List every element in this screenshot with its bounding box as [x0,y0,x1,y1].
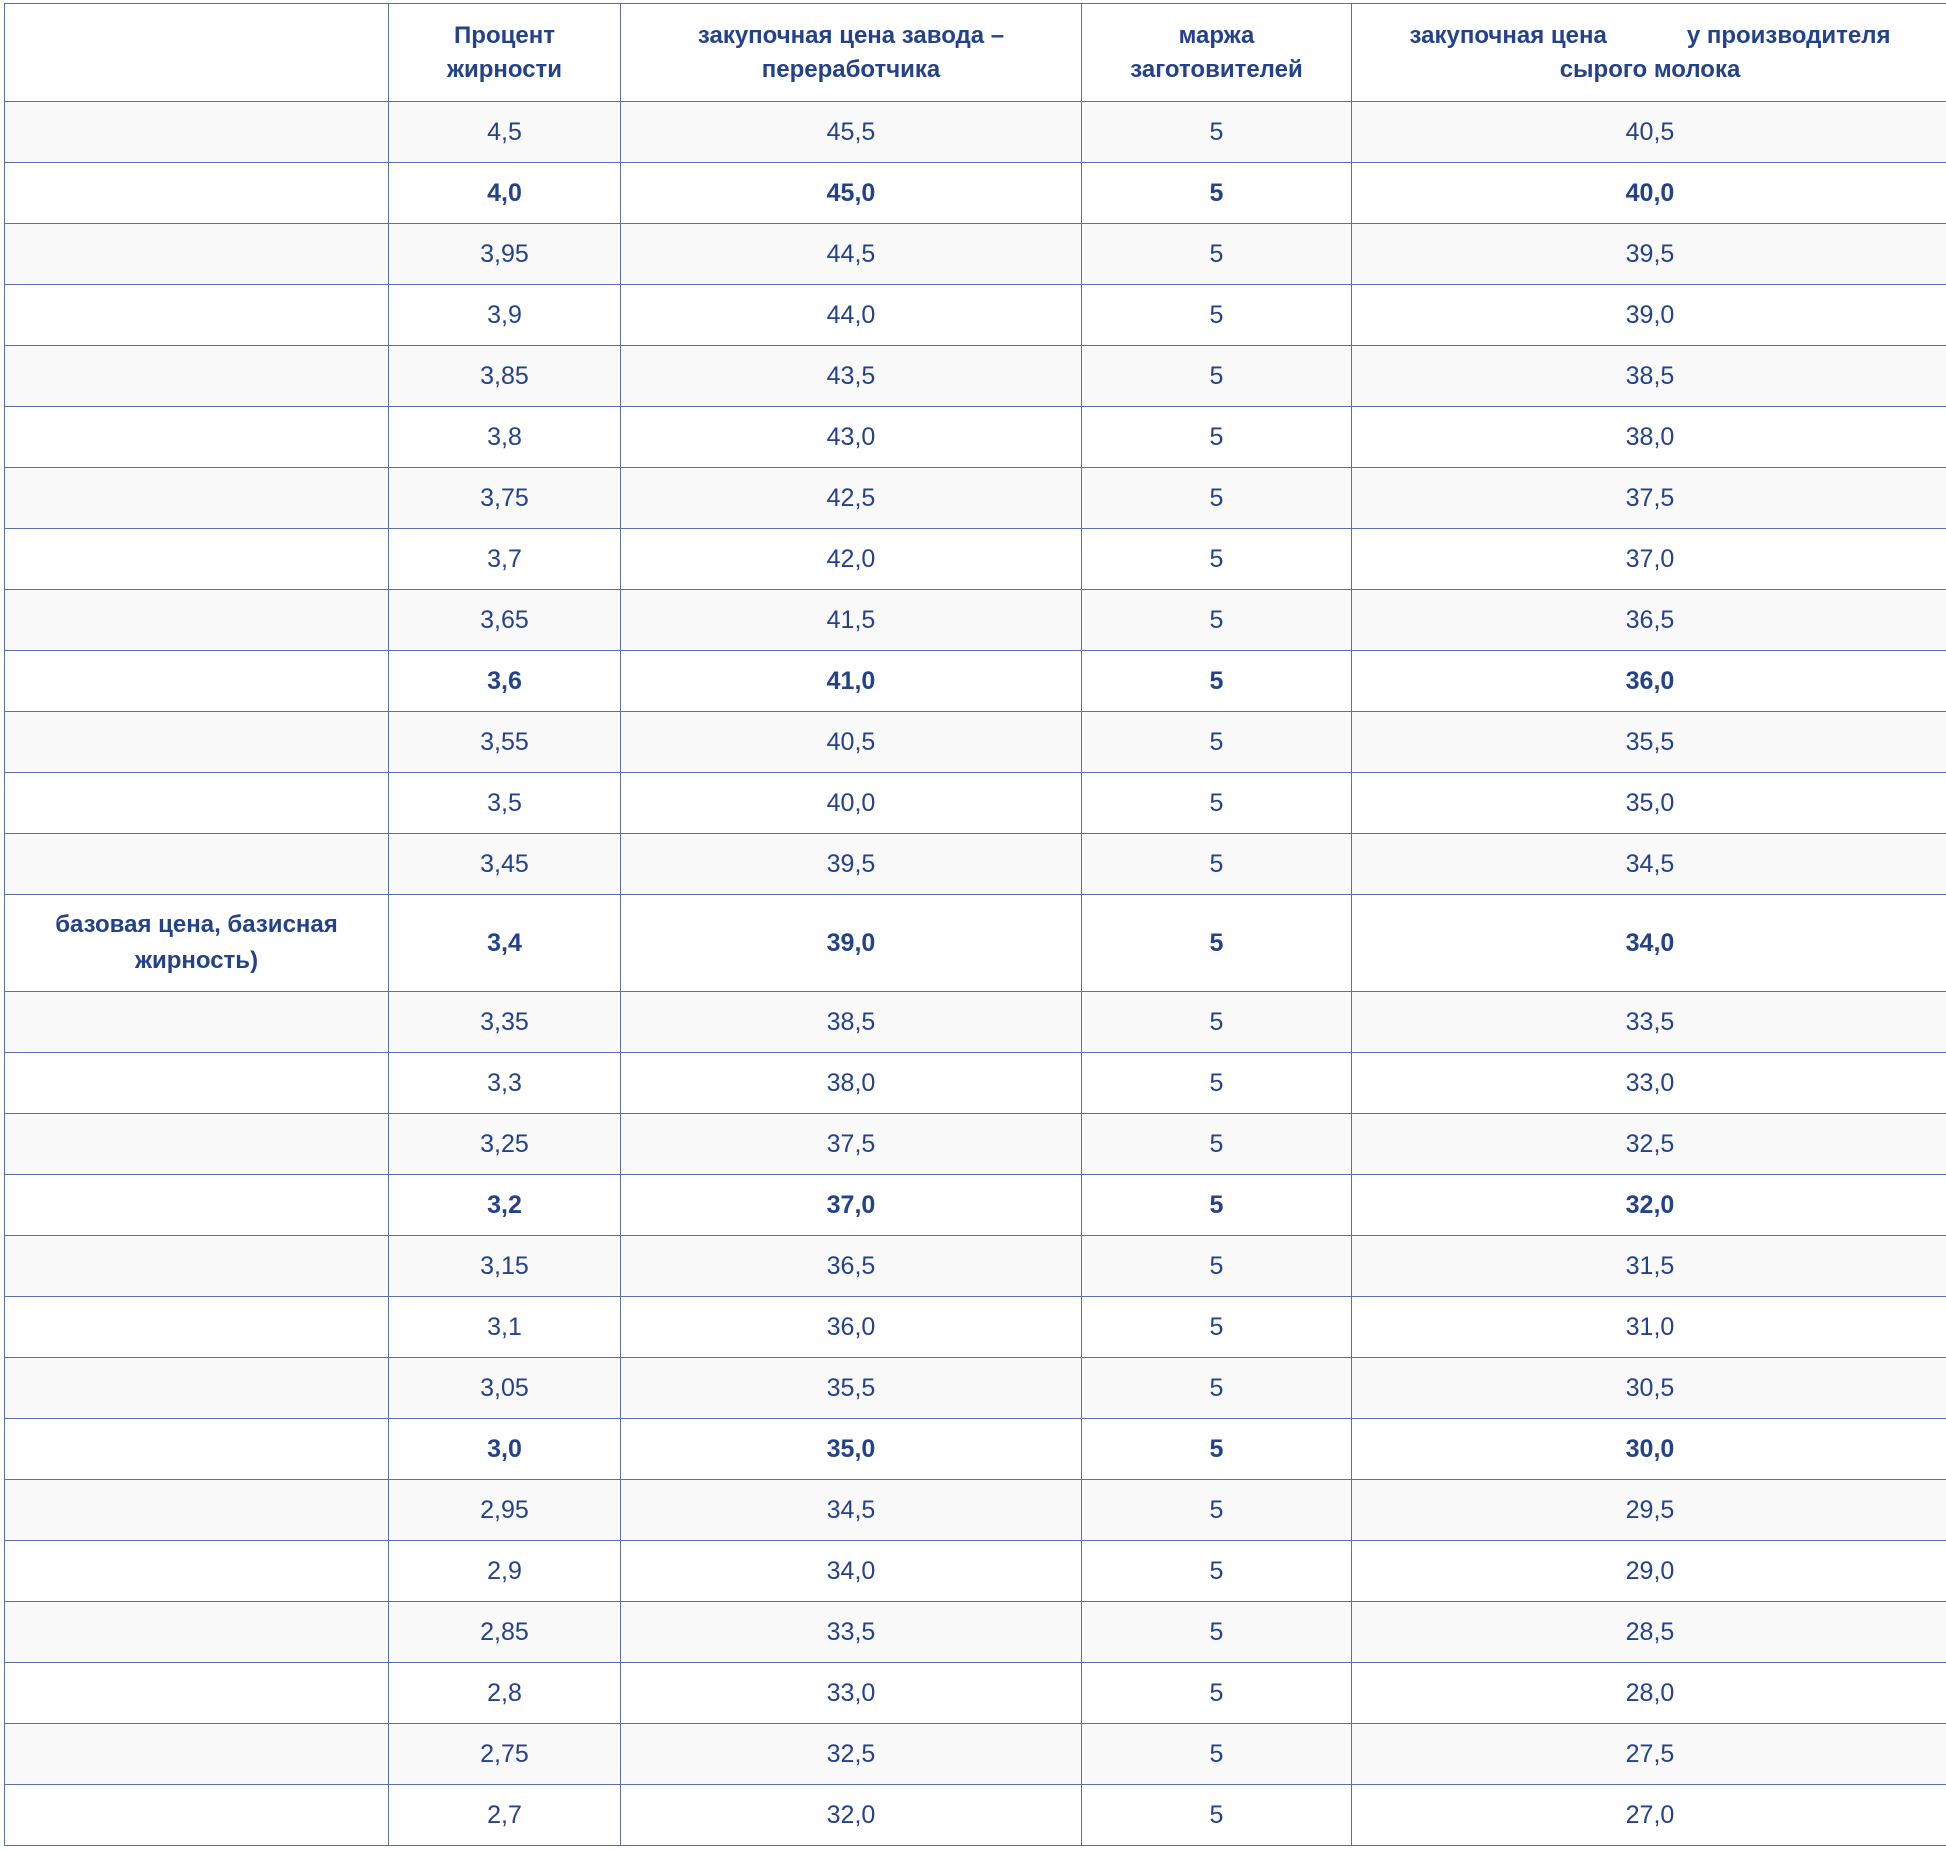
fat-percent-cell: 3,35 [389,992,621,1053]
plant-price-cell: 36,5 [621,1236,1082,1297]
plant-price-cell: 36,0 [621,1297,1082,1358]
row-label [5,895,389,992]
table-row [5,1114,1946,1175]
fat-percent-cell: 3,3 [389,1053,621,1114]
table-row [5,773,1946,834]
row-label [5,773,389,834]
producer-price-cell: 34,5 [1352,834,1946,895]
margin-cell: 5 [1082,224,1352,285]
plant-price-cell: 45,0 [621,163,1082,224]
plant-price-cell: 39,0 [621,895,1082,992]
margin-cell: 5 [1082,1236,1352,1297]
fat-percent-cell: 2,9 [389,1541,621,1602]
row-label [5,651,389,712]
row-label [5,468,389,529]
table-row [5,1785,1946,1846]
row-label [5,590,389,651]
table-row [5,163,1946,224]
margin-cell: 5 [1082,1419,1352,1480]
plant-price-cell: 38,0 [621,1053,1082,1114]
margin-cell: 5 [1082,1663,1352,1724]
table-row [5,1724,1946,1785]
margin-cell: 5 [1082,1602,1352,1663]
margin-cell: 5 [1082,992,1352,1053]
producer-price-cell: 38,0 [1352,407,1946,468]
table-row [5,346,1946,407]
table-row [5,1541,1946,1602]
fat-percent-cell: 3,75 [389,468,621,529]
plant-price-cell: 32,5 [621,1724,1082,1785]
producer-price-cell: 27,5 [1352,1724,1946,1785]
producer-price-cell: 33,0 [1352,1053,1946,1114]
plant-price-cell: 34,5 [621,1480,1082,1541]
table-row [5,1602,1946,1663]
plant-price-cell: 41,5 [621,590,1082,651]
row-label [5,1114,389,1175]
row-label [5,1175,389,1236]
fat-percent-cell: 2,95 [389,1480,621,1541]
fat-percent-cell: 3,55 [389,712,621,773]
producer-price-cell: 29,5 [1352,1480,1946,1541]
fat-percent-cell: 2,75 [389,1724,621,1785]
fat-percent-cell: 3,05 [389,1358,621,1419]
plant-price-cell: 42,5 [621,468,1082,529]
producer-price-cell: 28,0 [1352,1663,1946,1724]
fat-percent-cell: 3,4 [389,895,621,992]
fat-percent-cell: 2,85 [389,1602,621,1663]
margin-cell: 5 [1082,529,1352,590]
fat-percent-cell: 3,15 [389,1236,621,1297]
producer-price-cell: 40,5 [1352,102,1946,163]
row-label [5,1358,389,1419]
plant-price-cell: 44,0 [621,285,1082,346]
header-row [5,4,1946,102]
producer-price-cell: 30,5 [1352,1358,1946,1419]
row-label-line: жирность) [134,947,259,974]
plant-price-cell: 44,5 [621,224,1082,285]
plant-price-cell: 38,5 [621,992,1082,1053]
producer-price-cell: 36,5 [1352,590,1946,651]
producer-price-cell: 36,0 [1352,651,1946,712]
producer-price-cell: 31,5 [1352,1236,1946,1297]
row-label-line: базовая цена, базисная [55,911,338,938]
plant-price-cell: 42,0 [621,529,1082,590]
row-label [5,1663,389,1724]
header-plant-price-line: переработчика [761,55,941,83]
table-row [5,895,1946,992]
table-row [5,407,1946,468]
table-row [5,1480,1946,1541]
row-label [5,1236,389,1297]
plant-price-cell: 40,0 [621,773,1082,834]
producer-price-cell: 34,0 [1352,895,1946,992]
row-label [5,407,389,468]
plant-price-cell: 33,0 [621,1663,1082,1724]
header-plant-price [621,4,1082,102]
table-row [5,712,1946,773]
fat-percent-cell: 3,45 [389,834,621,895]
margin-cell: 5 [1082,1724,1352,1785]
row-label [5,1480,389,1541]
table-row [5,1419,1946,1480]
margin-cell: 5 [1082,1785,1352,1846]
plant-price-cell: 32,0 [621,1785,1082,1846]
margin-cell: 5 [1082,895,1352,992]
row-label [5,712,389,773]
producer-price-cell: 27,0 [1352,1785,1946,1846]
fat-percent-cell: 3,9 [389,285,621,346]
table-row [5,224,1946,285]
table-row [5,468,1946,529]
row-label [5,1541,389,1602]
fat-percent-cell: 3,8 [389,407,621,468]
plant-price-cell: 35,5 [621,1358,1082,1419]
row-label [5,163,389,224]
table-row [5,102,1946,163]
margin-cell: 5 [1082,590,1352,651]
producer-price-cell: 32,5 [1352,1114,1946,1175]
margin-cell: 5 [1082,834,1352,895]
fat-percent-cell: 4,0 [389,163,621,224]
header-producer-price [1352,4,1946,102]
row-label [5,1297,389,1358]
margin-cell: 5 [1082,1358,1352,1419]
row-label [5,1602,389,1663]
margin-cell: 5 [1082,1114,1352,1175]
fat-percent-cell: 3,25 [389,1114,621,1175]
table-row [5,1297,1946,1358]
plant-price-cell: 35,0 [621,1419,1082,1480]
fat-percent-cell: 3,7 [389,529,621,590]
fat-percent-cell: 3,6 [389,651,621,712]
table-row [5,834,1946,895]
producer-price-cell: 35,0 [1352,773,1946,834]
producer-price-cell: 33,5 [1352,992,1946,1053]
plant-price-cell: 40,5 [621,712,1082,773]
margin-cell: 5 [1082,1480,1352,1541]
margin-cell: 5 [1082,712,1352,773]
table-row [5,1358,1946,1419]
producer-price-cell: 37,5 [1352,468,1946,529]
table-row [5,992,1946,1053]
margin-cell: 5 [1082,1297,1352,1358]
margin-cell: 5 [1082,773,1352,834]
row-label [5,224,389,285]
fat-percent-cell: 3,65 [389,590,621,651]
header-margin [1082,4,1352,102]
header-fat-percent [389,4,621,102]
row-label [5,992,389,1053]
producer-price-cell: 29,0 [1352,1541,1946,1602]
margin-cell: 5 [1082,1053,1352,1114]
row-label [5,285,389,346]
fat-percent-cell: 3,85 [389,346,621,407]
producer-price-cell: 35,5 [1352,712,1946,773]
table-body [5,102,1946,1846]
table-row [5,529,1946,590]
margin-cell: 5 [1082,163,1352,224]
fat-percent-cell: 4,5 [389,102,621,163]
plant-price-cell: 33,5 [621,1602,1082,1663]
row-label [5,1053,389,1114]
plant-price-cell: 41,0 [621,651,1082,712]
milk-price-table [4,3,1946,1846]
producer-price-cell: 30,0 [1352,1419,1946,1480]
plant-price-cell: 37,5 [621,1114,1082,1175]
fat-percent-cell: 3,5 [389,773,621,834]
margin-cell: 5 [1082,468,1352,529]
fat-percent-cell: 3,1 [389,1297,621,1358]
plant-price-cell: 39,5 [621,834,1082,895]
producer-price-cell: 40,0 [1352,163,1946,224]
producer-price-cell: 39,0 [1352,285,1946,346]
producer-price-cell: 39,5 [1352,224,1946,285]
row-label [5,1419,389,1480]
producer-price-cell: 38,5 [1352,346,1946,407]
header-producer-price-line: сырого молока [1559,55,1741,83]
header-plant-price-line: закупочная цена завода – [697,21,1005,49]
fat-percent-cell: 3,0 [389,1419,621,1480]
fat-percent-cell: 3,2 [389,1175,621,1236]
margin-cell: 5 [1082,102,1352,163]
table-row [5,1663,1946,1724]
plant-price-cell: 43,0 [621,407,1082,468]
header-producer-price-line: закупочная цена у производителя [1409,21,1891,49]
plant-price-cell: 45,5 [621,102,1082,163]
margin-cell: 5 [1082,1175,1352,1236]
header-margin-line: заготовителей [1130,55,1303,83]
table-header [5,4,1946,102]
row-label [5,1785,389,1846]
table-row [5,1175,1946,1236]
header-fat-percent-line: Процент [454,21,555,49]
table-row [5,590,1946,651]
fat-percent-cell: 2,7 [389,1785,621,1846]
margin-cell: 5 [1082,346,1352,407]
margin-cell: 5 [1082,651,1352,712]
header-label-column [5,4,389,102]
row-label [5,102,389,163]
row-label [5,346,389,407]
producer-price-cell: 32,0 [1352,1175,1946,1236]
table-row [5,1053,1946,1114]
plant-price-cell: 34,0 [621,1541,1082,1602]
row-label [5,1724,389,1785]
producer-price-cell: 28,5 [1352,1602,1946,1663]
margin-cell: 5 [1082,407,1352,468]
row-label [5,529,389,590]
fat-percent-cell: 3,95 [389,224,621,285]
table-row [5,1236,1946,1297]
header-fat-percent-line: жирности [446,55,563,83]
producer-price-cell: 37,0 [1352,529,1946,590]
producer-price-cell: 31,0 [1352,1297,1946,1358]
table-row [5,285,1946,346]
table-container [4,3,1946,1846]
row-label [5,834,389,895]
header-margin-line: маржа [1178,21,1255,49]
plant-price-cell: 43,5 [621,346,1082,407]
margin-cell: 5 [1082,1541,1352,1602]
plant-price-cell: 37,0 [621,1175,1082,1236]
table-row [5,651,1946,712]
margin-cell: 5 [1082,285,1352,346]
fat-percent-cell: 2,8 [389,1663,621,1724]
